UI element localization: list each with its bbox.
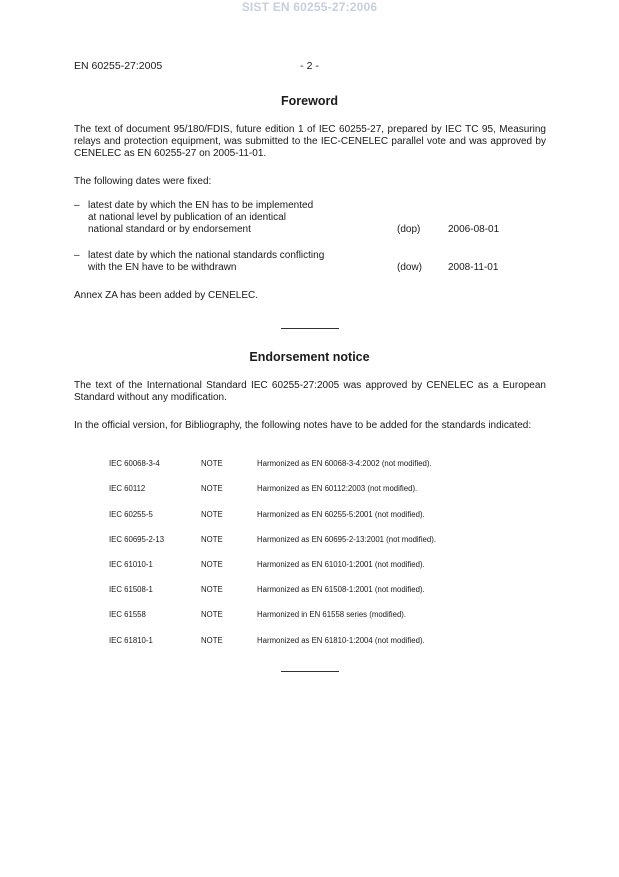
standard-id: IEC 61508-1 xyxy=(109,585,153,594)
endorsement-title: Endorsement notice xyxy=(249,350,370,364)
section-divider xyxy=(281,328,339,329)
dash: – xyxy=(74,250,80,261)
note-row xyxy=(109,636,529,648)
date-value: 2008-11-01 xyxy=(448,262,499,273)
standard-id: IEC 61810-1 xyxy=(109,636,153,645)
dates-intro: The following dates were fixed: xyxy=(74,176,212,187)
standard-id: IEC 60255-5 xyxy=(109,510,153,519)
note-label: NOTE xyxy=(201,610,223,619)
note-row xyxy=(109,585,529,597)
endorsement-para-2: In the official version, for Bibliography, the following notes have to be added for the standards indicated: xyxy=(74,420,532,431)
standard-id: IEC 61010-1 xyxy=(109,560,153,569)
note-text: Harmonized as EN 61810-1:2004 (not modified). xyxy=(257,636,425,645)
note-text: Harmonized in EN 61558 series (modified). xyxy=(257,610,407,619)
date-code: (dop) xyxy=(397,224,421,235)
note-label: NOTE xyxy=(201,585,223,594)
page-number: - 2 - xyxy=(300,60,319,72)
desc-line: at national level by publication of an identical xyxy=(88,212,286,223)
note-label: NOTE xyxy=(201,459,223,468)
annex-note: Annex ZA has been added by CENELEC. xyxy=(74,290,259,301)
desc-line: with the EN have to be withdrawn xyxy=(88,262,237,273)
standard-id: IEC 60068-3-4 xyxy=(109,459,160,468)
desc-line: national standard or by endorsement xyxy=(88,224,251,235)
date-description xyxy=(88,200,358,236)
date-description xyxy=(88,250,358,274)
dash: – xyxy=(74,200,80,211)
standard-id: IEC 61558 xyxy=(109,610,146,619)
watermark: SIST EN 60255-27:2006 xyxy=(241,0,378,14)
note-text: Harmonized as EN 61010-1:2001 (not modified). xyxy=(257,560,425,569)
note-row xyxy=(109,459,529,471)
note-text: Harmonized as EN 60695-2-13:2001 (not modified). xyxy=(257,535,436,544)
desc-line: latest date by which the national standards conflicting xyxy=(88,250,325,261)
note-row xyxy=(109,560,529,572)
note-text: Harmonized as EN 60068-3-4:2002 (not modified). xyxy=(257,459,432,468)
note-row xyxy=(109,610,529,622)
standard-id: IEC 60695-2-13 xyxy=(109,535,165,544)
note-label: NOTE xyxy=(201,560,223,569)
date-code: (dow) xyxy=(397,262,423,273)
note-row xyxy=(109,510,529,522)
note-label: NOTE xyxy=(201,535,223,544)
note-label: NOTE xyxy=(201,636,223,645)
note-label: NOTE xyxy=(201,484,223,493)
note-label: NOTE xyxy=(201,510,223,519)
section-divider xyxy=(281,671,339,672)
document-id: EN 60255-27:2005 xyxy=(74,60,163,72)
note-text: Harmonized as EN 60255-5:2001 (not modified). xyxy=(257,510,425,519)
standard-id: IEC 60112 xyxy=(109,484,146,493)
date-item-dop xyxy=(74,200,546,236)
endorsement-para-1: The text of the International Standard IEC 60255-27:2005 was approved by CENELEC as a European Standard without any modification. xyxy=(74,380,546,403)
note-text: Harmonized as EN 61508-1:2001 (not modified). xyxy=(257,585,425,594)
note-text: Harmonized as EN 60112:2003 (not modified). xyxy=(257,484,418,493)
date-item-dow xyxy=(74,250,546,274)
foreword-title: Foreword xyxy=(281,94,338,108)
foreword-intro: The text of document 95/180/FDIS, future edition 1 of IEC 60255-27, prepared by IEC TC 95, Measuring relays and protection equipment, was submitted to the IEC-CENELEC parallel vote and was approved by CENELEC as EN 60255-27 on 2005-11-01. xyxy=(74,124,546,159)
note-row xyxy=(109,484,529,496)
desc-line: latest date by which the EN has to be implemented xyxy=(88,200,314,211)
date-value: 2006-08-01 xyxy=(448,224,500,235)
note-row xyxy=(109,535,529,547)
